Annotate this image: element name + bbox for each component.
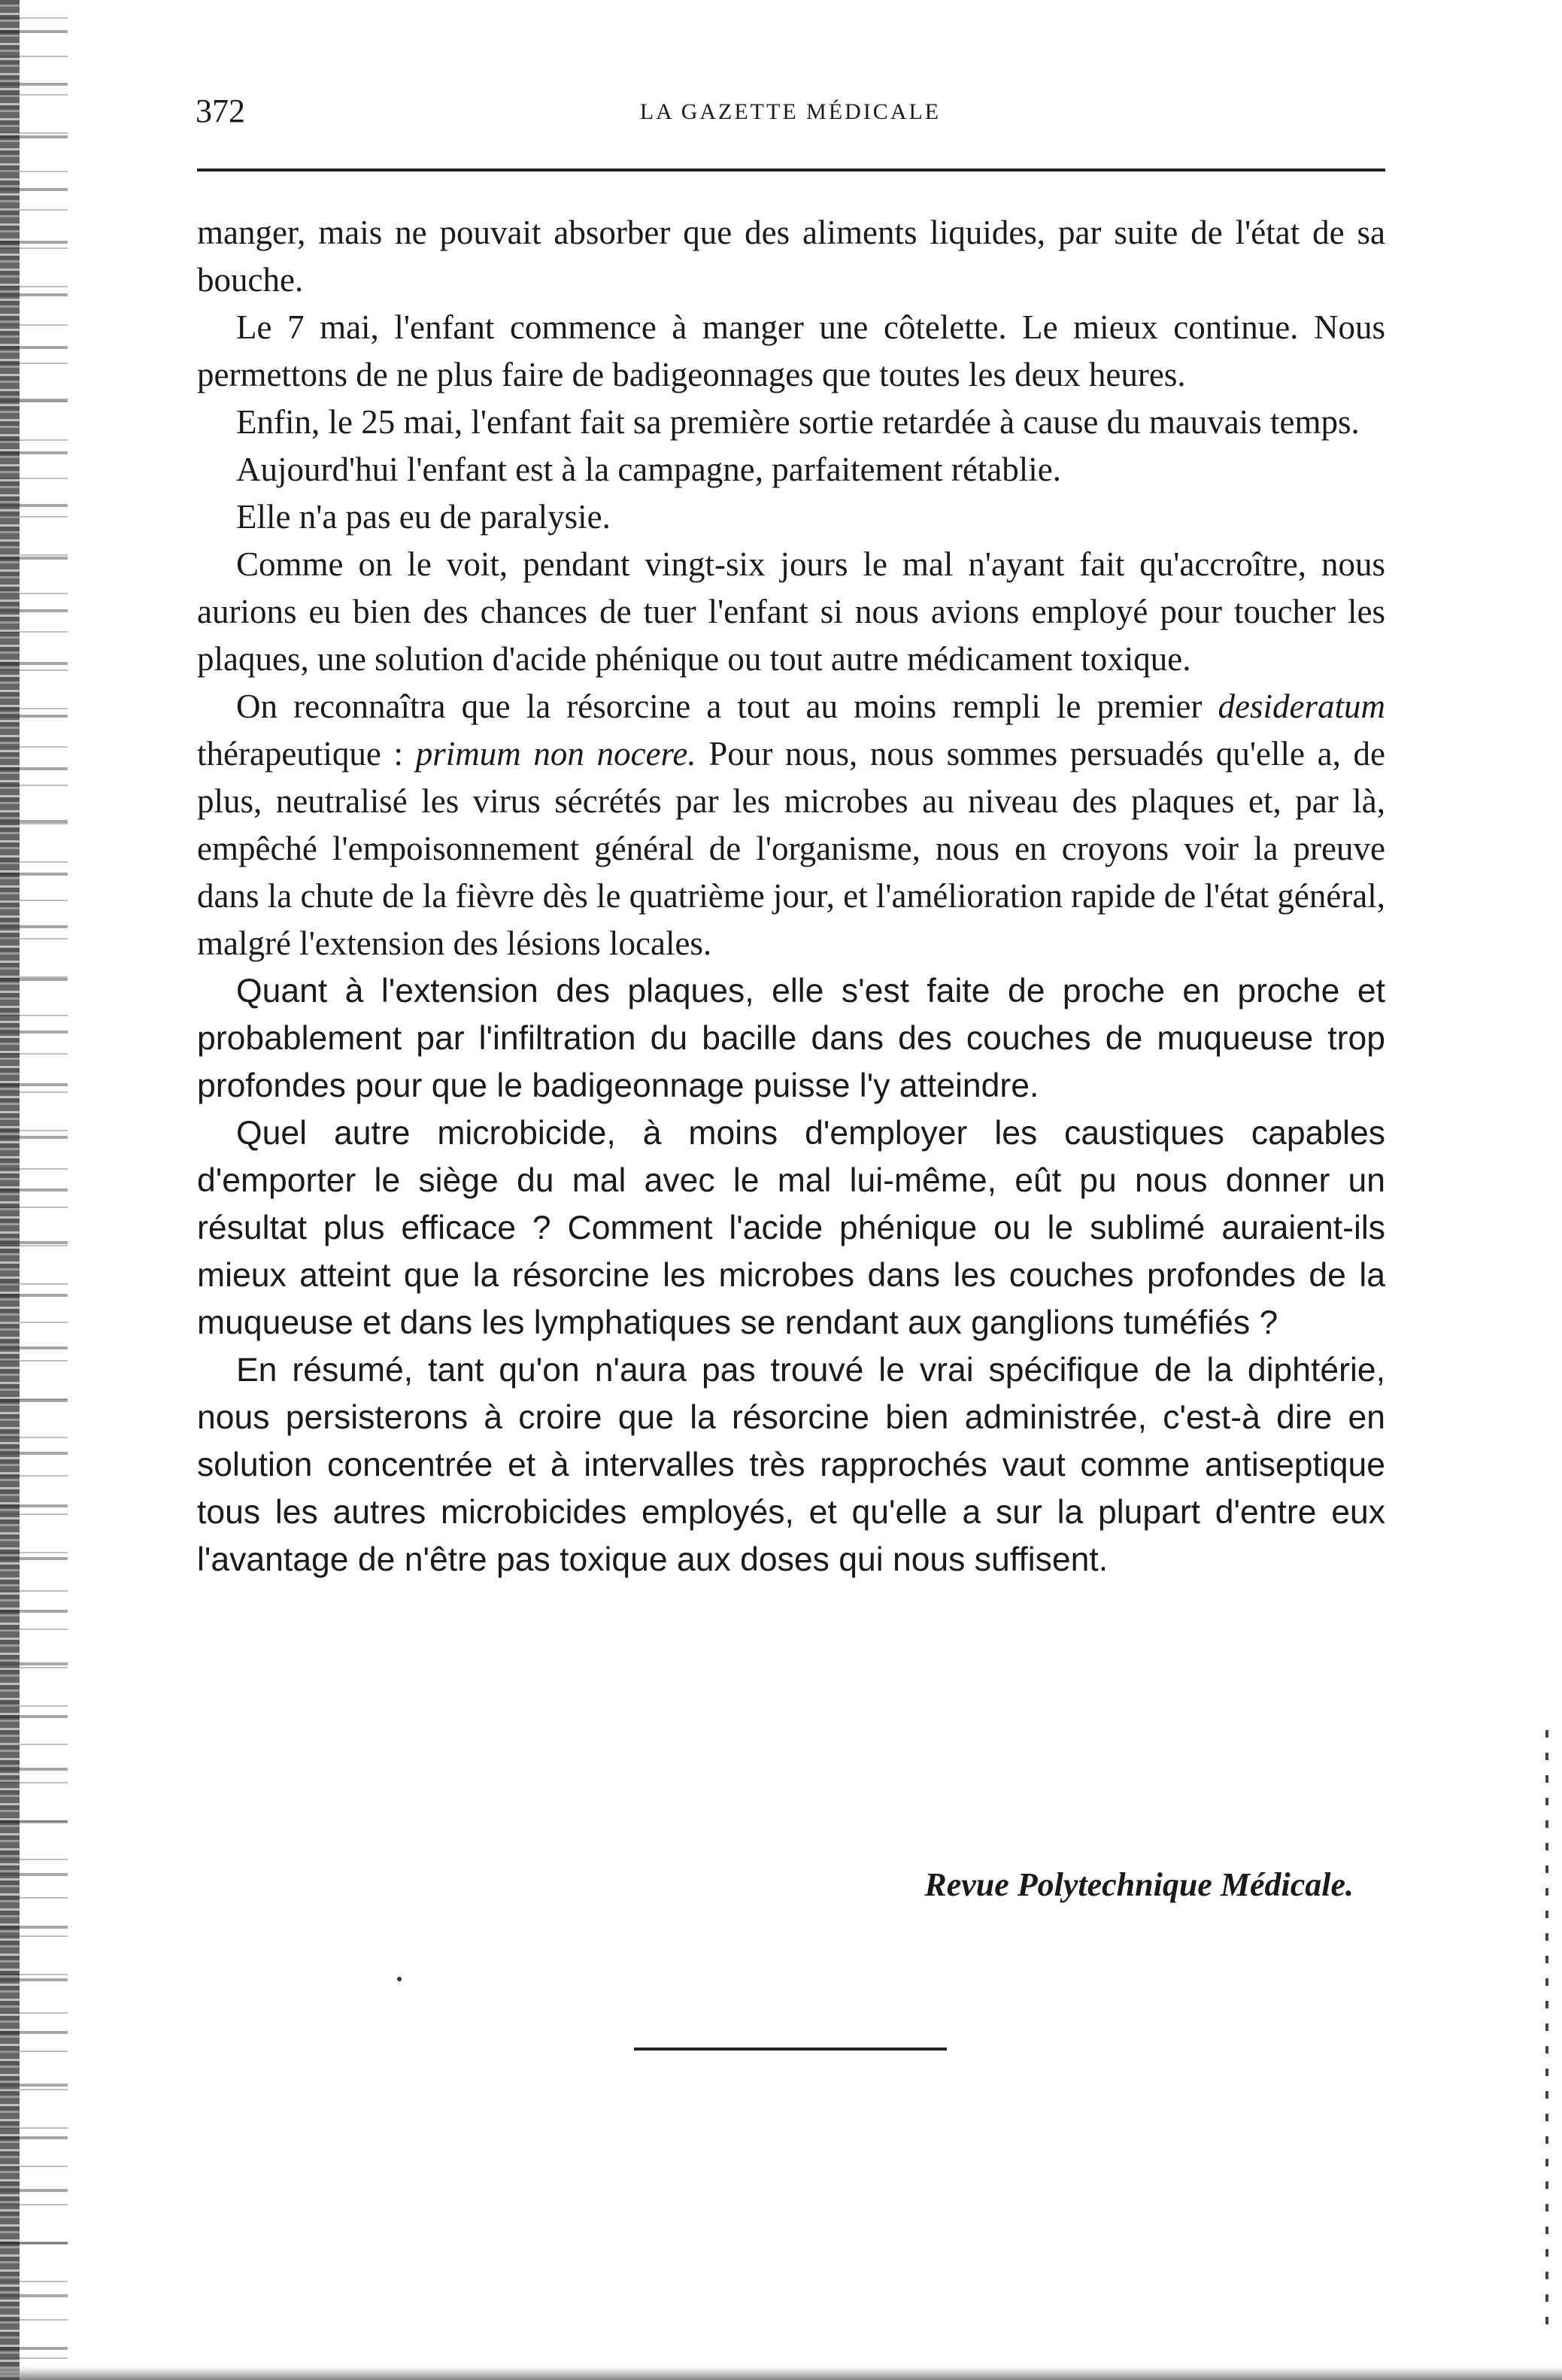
paragraph: Aujourd'hui l'enfant est à la campagne, parfaitement rétablie.	[236, 451, 1062, 488]
ink-speck	[397, 1977, 402, 1981]
text-run: On reconnaîtra que la résorcine a tout au moins rempli le premier	[236, 688, 1218, 725]
bold-section	[197, 967, 1385, 1583]
paragraph: manger, mais ne pouvait absorber que des aliments liquides, par suite de l'état de sa bouche.	[197, 214, 1385, 299]
running-head: LA GAZETTE MÉDICALE	[639, 99, 942, 124]
page-header	[196, 89, 1385, 134]
paragraph: Elle n'a pas eu de paralysie.	[236, 498, 611, 536]
text-run: thérapeutique :	[197, 735, 416, 773]
paragraph: Enfin, le 25 mai, l'enfant fait sa première sortie retardée à cause du mauvais temps.	[236, 403, 1360, 441]
paragraph: En résumé, tant qu'on n'aura pas trouvé le vrai spécifique de la diphtérie, nous persisterons à croire que la résorcine bien administrée, c'est-à dire en solution concentrée et à intervalles très rapprochés vaut comme antiseptique tous les autres microbicides employés, et qu'elle a sur la plupart d'entre eux l'avantage de n'être pas toxique aux doses qui nous suffisent.	[197, 1352, 1385, 1578]
scan-right-edge	[1545, 1730, 1548, 2332]
page-number: 372	[196, 93, 245, 129]
paragraph: Quel autre microbicide, à moins d'employer les caustiques capables d'emporter le siège du mal avec le mal lui-même, eût pu nous donner un résultat plus efficace ? Comment l'acide phénique ou le sublimé auraient-ils mieux atteint que la résorcine les microbes dans les couches profondes de la muqueuse et dans les lymphatiques se rendant aux ganglions tuméfiés ?	[197, 1115, 1385, 1341]
scan-binding-edge	[0, 0, 20, 2380]
article-body	[197, 209, 1385, 1583]
scan-bottom-edge	[0, 2366, 1562, 2380]
paragraph: Quant à l'extension des plaques, elle s'est faite de proche en proche et probablement par l'infiltration du bacille dans des couches de muqueuse trop profondes pour que le badigeonnage puisse l'y atteindre.	[197, 973, 1385, 1104]
italic-term: desideratum	[1218, 688, 1385, 725]
paragraph: Comme on le voit, pendant vingt-six jours le mal n'ayant fait qu'accroître, nous aurions eu bien des chances de tuer l'enfant si nous avions employé pour toucher les plaques, une solution d'acide phénique ou tout autre médicament toxique.	[197, 545, 1385, 678]
text-run: Pour nous, nous sommes persuadés qu'elle a, de plus, neutralisé les virus sécrétés par les microbes au niveau des plaques et, par là, empêché l'empoisonnement général de l'organisme, nous en croyons voir la preuve dans la chute de la fièvre dès le quatrième jour, et l'amélioration rapide de l'état général, malgré l'extension des lésions locales.	[197, 735, 1385, 962]
header-rule	[197, 168, 1385, 172]
end-rule	[634, 2048, 947, 2051]
paragraph: Le 7 mai, l'enfant commence à manger une côtelette. Le mieux continue. Nous permettons de ne plus faire de badigeonnages que toutes les deux heures.	[197, 308, 1385, 393]
paragraph	[197, 683, 1385, 967]
source-signature: Revue Polytechnique Médicale.	[924, 1866, 1354, 1903]
italic-term: primum non nocere.	[415, 735, 696, 773]
